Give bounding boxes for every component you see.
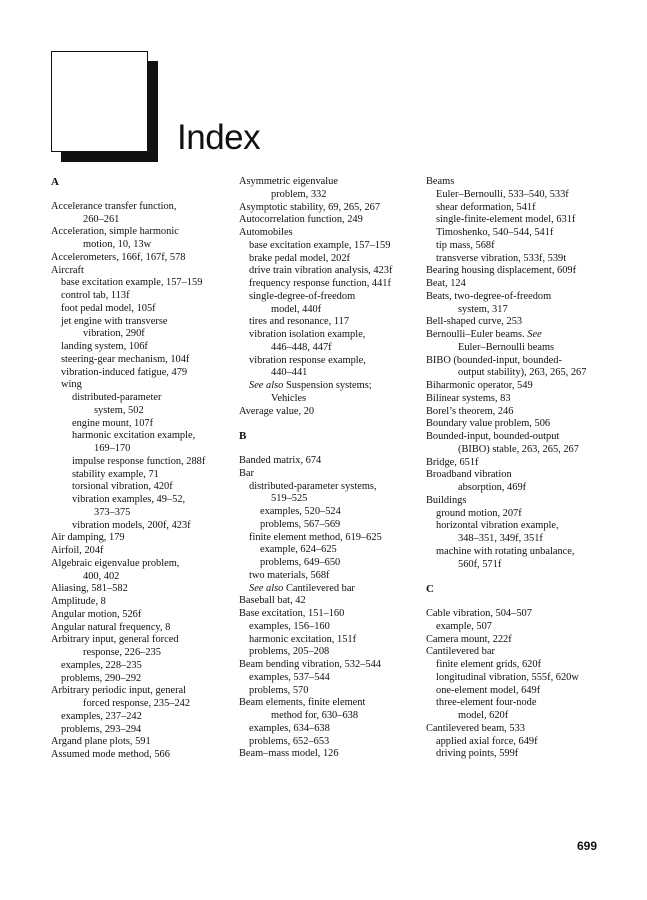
index-entry: impulse response function, 288f bbox=[72, 455, 206, 467]
index-entry: tip mass, 568f bbox=[436, 239, 495, 251]
index-column-3 bbox=[426, 176, 616, 761]
index-entry: vibration-induced fatigue, 479 bbox=[61, 366, 188, 378]
index-entry: vibration examples, 49–52, bbox=[72, 494, 186, 505]
index-entry: Aliasing, 581–582 bbox=[51, 583, 128, 595]
index-entry: system, 502 bbox=[94, 404, 144, 416]
index-entry: Arbitrary periodic input, general bbox=[51, 685, 187, 697]
index-entry: base excitation example, 157–159 bbox=[249, 239, 391, 251]
index-entry: Beam–mass model, 126 bbox=[239, 748, 339, 760]
index-entry: Broadband vibration bbox=[426, 469, 512, 481]
index-entry: 440–441 bbox=[271, 367, 308, 379]
index-entry: control tab, 113f bbox=[61, 290, 130, 301]
index-entry: 560f, 571f bbox=[458, 558, 502, 570]
index-entry: See also Suspension systems; bbox=[249, 380, 372, 391]
index-entry: BIBO (bounded-input, bounded- bbox=[426, 354, 562, 366]
index-entry: shear deformation, 541f bbox=[436, 201, 536, 213]
index-entry: horizontal vibration example, bbox=[436, 520, 559, 532]
index-entry: Cantilevered beam, 533 bbox=[426, 722, 525, 734]
index-entry: Amplitude, 8 bbox=[51, 596, 106, 607]
index-entry: response, 226–235 bbox=[83, 647, 161, 658]
index-entry: Bearing housing displacement, 609f bbox=[426, 265, 577, 277]
index-entry: Bounded-input, bounded-output bbox=[426, 431, 560, 442]
index-letter-heading: B bbox=[239, 430, 247, 443]
index-entry: Bernoulli–Euler beams. See bbox=[426, 329, 542, 340]
index-entry: vibration, 290f bbox=[83, 328, 145, 340]
page-title: Index bbox=[177, 118, 261, 157]
index-entry: model, 440f bbox=[271, 303, 322, 315]
index-entry: Angular motion, 526f bbox=[51, 608, 142, 620]
index-entry: Arbitrary input, general forced bbox=[51, 634, 179, 646]
index-entry: jet engine with transverse bbox=[61, 315, 168, 327]
index-entry: problem, 332 bbox=[271, 188, 327, 200]
index-entry: Beat, 124 bbox=[426, 278, 466, 289]
index-entry: Acceleration, simple harmonic bbox=[51, 226, 179, 238]
index-entry: Aircraft bbox=[51, 264, 84, 276]
index-entry: landing system, 106f bbox=[61, 341, 148, 352]
index-entry: harmonic excitation example, bbox=[72, 430, 196, 442]
index-entry: example, 624–625 bbox=[260, 544, 337, 556]
index-entry: examples, 520–524 bbox=[260, 506, 341, 517]
index-entry: 169–170 bbox=[94, 443, 131, 454]
index-entry: Euler–Bernoulli, 533–540, 533f bbox=[436, 188, 569, 200]
index-entry: method for, 630–638 bbox=[271, 710, 359, 721]
index-entry: problems, 205–208 bbox=[249, 646, 330, 658]
index-entry: Bell-shaped curve, 253 bbox=[426, 316, 523, 328]
index-entry: problems, 570 bbox=[249, 684, 309, 696]
index-entry: vibration response example, bbox=[249, 354, 366, 366]
index-entry: problems, 293–294 bbox=[61, 723, 142, 735]
index-entry: problems, 567–569 bbox=[260, 518, 341, 530]
index-entry: problems, 649–650 bbox=[260, 557, 341, 568]
index-entry: examples, 537–544 bbox=[249, 671, 330, 683]
index-entry: examples, 228–235 bbox=[61, 659, 142, 671]
index-entry: examples, 634–638 bbox=[249, 722, 330, 734]
index-entry: single-degree-of-freedom bbox=[249, 290, 356, 302]
index-entry: harmonic excitation, 151f bbox=[249, 633, 357, 645]
index-entry: tires and resonance, 117 bbox=[249, 316, 350, 328]
index-entry: distributed-parameter bbox=[72, 392, 162, 403]
index-entry: Camera mount, 222f bbox=[426, 633, 512, 645]
index-entry: longitudinal vibration, 555f, 620w bbox=[436, 671, 579, 683]
index-entry: Accelerance transfer function, bbox=[51, 200, 177, 212]
index-entry: Air damping, 179 bbox=[51, 532, 125, 544]
index-letter-heading: A bbox=[51, 176, 59, 188]
index-entry: Banded matrix, 674 bbox=[239, 455, 322, 466]
index-entry: distributed-parameter systems, bbox=[249, 480, 377, 492]
index-entry: Airfoil, 204f bbox=[51, 545, 104, 556]
index-entry: Timoshenko, 540–544, 541f bbox=[436, 227, 554, 238]
index-entry: Accelerometers, 166f, 167f, 578 bbox=[51, 251, 186, 263]
index-entry: Bar bbox=[239, 467, 255, 479]
index-entry: three-element four-node bbox=[436, 697, 537, 709]
index-entry: Argand plane plots, 591 bbox=[51, 736, 151, 748]
index-entry: drive train vibration analysis, 423f bbox=[249, 265, 393, 277]
index-entry: Cantilevered bar bbox=[426, 646, 495, 658]
index-entry: Buildings bbox=[426, 494, 467, 506]
index-entry: Bridge, 651f bbox=[426, 456, 479, 468]
index-entry: model, 620f bbox=[458, 710, 509, 721]
index-entry: foot pedal model, 105f bbox=[61, 302, 156, 314]
index-entry: example, 507 bbox=[436, 620, 492, 632]
index-entry: 519–525 bbox=[271, 493, 308, 505]
index-entry: Base excitation, 151–160 bbox=[239, 608, 345, 619]
index-entry: one-element model, 649f bbox=[436, 684, 541, 696]
index-entry: See also Cantilevered bar bbox=[249, 582, 355, 594]
index-entry: vibration models, 200f, 423f bbox=[72, 519, 191, 531]
index-entry: 373–375 bbox=[94, 506, 131, 518]
index-entry: Cable vibration, 504–507 bbox=[426, 608, 532, 619]
index-entry: steering-gear mechanism, 104f bbox=[61, 353, 190, 365]
index-entry: transverse vibration, 533f, 539t bbox=[436, 252, 567, 264]
index-entry: finite element method, 619–625 bbox=[249, 531, 382, 543]
index-entry: 260–261 bbox=[83, 213, 120, 225]
index-entry: Autocorrelation function, 249 bbox=[239, 214, 363, 226]
index-entry: Borel’s theorem, 246 bbox=[426, 405, 514, 417]
index-entry: wing bbox=[61, 379, 82, 391]
index-entry: examples, 237–242 bbox=[61, 710, 142, 722]
index-entry: applied axial force, 649f bbox=[436, 735, 538, 747]
index-entry: finite element grids, 620f bbox=[436, 659, 542, 670]
index-entry: 400, 402 bbox=[83, 570, 120, 582]
index-entry: engine mount, 107f bbox=[72, 417, 154, 429]
index-column-2 bbox=[239, 176, 425, 761]
index-entry: Baseball bat, 42 bbox=[239, 595, 306, 607]
index-entry: Automobiles bbox=[239, 227, 293, 238]
index-entry: system, 317 bbox=[458, 303, 508, 315]
index-entry: ground motion, 207f bbox=[436, 507, 522, 519]
index-entry: brake pedal model, 202f bbox=[249, 252, 350, 264]
index-entry: motion, 10, 13w bbox=[83, 239, 152, 250]
index-entry: (BIBO) stable, 263, 265, 267 bbox=[458, 443, 579, 455]
index-entry: Beats, two-degree-of-freedom bbox=[426, 290, 552, 302]
index-entry: Angular natural frequency, 8 bbox=[51, 621, 171, 633]
index-entry: problems, 652–653 bbox=[249, 735, 330, 747]
index-entry: stability example, 71 bbox=[72, 468, 159, 480]
index-header-box bbox=[51, 51, 148, 152]
index-entry: Bilinear systems, 83 bbox=[426, 392, 511, 404]
index-entry: 446–448, 447f bbox=[271, 341, 332, 353]
index-entry: base excitation example, 157–159 bbox=[61, 277, 203, 289]
index-entry: output stability), 263, 265, 267 bbox=[458, 367, 587, 379]
index-entry: Asymptotic stability, 69, 265, 267 bbox=[239, 201, 381, 213]
index-entry: Biharmonic operator, 549 bbox=[426, 380, 533, 391]
index-entry: torsional vibration, 420f bbox=[72, 481, 173, 493]
index-entry: examples, 156–160 bbox=[249, 620, 330, 632]
index-entry: two materials, 568f bbox=[249, 569, 330, 581]
index-entry: Average value, 20 bbox=[239, 405, 315, 417]
index-entry: Algebraic eigenvalue problem, bbox=[51, 557, 180, 569]
index-entry: forced response, 235–242 bbox=[83, 698, 191, 709]
index-entry: Vehicles bbox=[271, 392, 307, 404]
index-letter-heading: C bbox=[426, 583, 434, 596]
index-entry: Beam elements, finite element bbox=[239, 697, 366, 709]
index-entry: Boundary value problem, 506 bbox=[426, 418, 551, 430]
index-entry: problems, 290–292 bbox=[61, 672, 142, 684]
index-entry: Beam bending vibration, 532–544 bbox=[239, 659, 381, 670]
index-entry: single-finite-element model, 631f bbox=[436, 214, 576, 226]
index-entry: Beams bbox=[426, 176, 455, 187]
index-entry: vibration isolation example, bbox=[249, 329, 366, 340]
index-entry: frequency response function, 441f bbox=[249, 278, 391, 289]
index-entry: 348–351, 349f, 351f bbox=[458, 533, 543, 544]
index-entry: driving points, 599f bbox=[436, 748, 519, 760]
page-number: 699 bbox=[577, 839, 598, 853]
index-entry: absorption, 469f bbox=[458, 482, 527, 493]
index-entry: Assumed mode method, 566 bbox=[51, 749, 170, 760]
index-entry: Euler–Bernoulli beams bbox=[458, 341, 555, 353]
index-entry: machine with rotating unbalance, bbox=[436, 545, 575, 557]
index-entry: Asymmetric eigenvalue bbox=[239, 176, 338, 187]
index-column-1 bbox=[51, 176, 236, 762]
